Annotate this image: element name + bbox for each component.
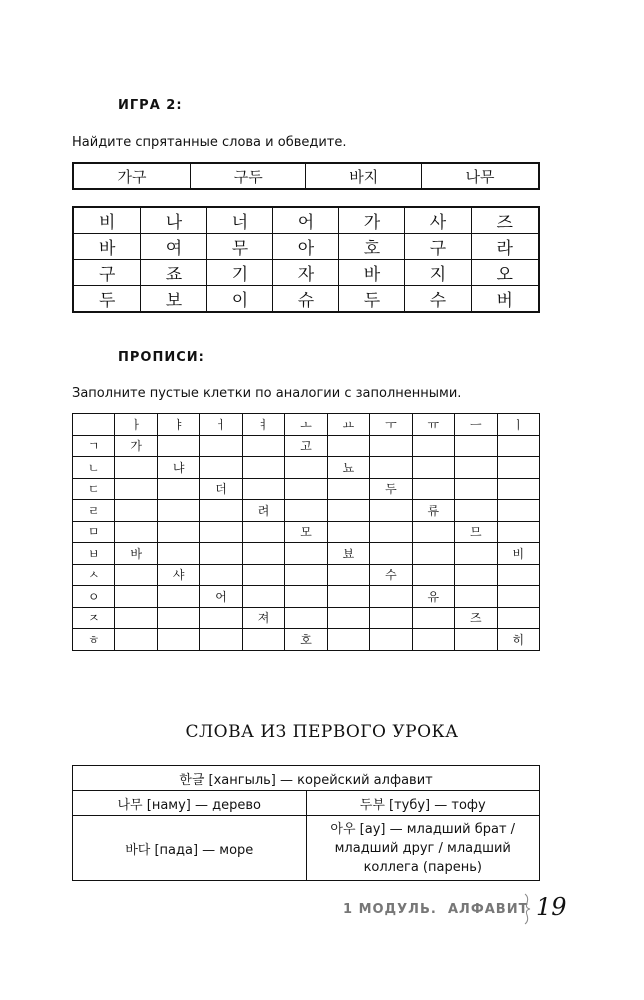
empty-cell[interactable] bbox=[455, 586, 497, 608]
empty-cell[interactable] bbox=[242, 521, 284, 543]
empty-cell[interactable] bbox=[327, 607, 369, 629]
empty-cell[interactable] bbox=[115, 500, 157, 522]
empty-cell[interactable] bbox=[157, 521, 199, 543]
empty-cell[interactable] bbox=[327, 629, 369, 651]
syllable-cell: 가 bbox=[115, 435, 157, 457]
empty-cell[interactable] bbox=[497, 435, 539, 457]
grid-cell: 즈 bbox=[471, 207, 539, 234]
grid-cell: 어 bbox=[273, 207, 339, 234]
vowel-header: ㅡ bbox=[455, 414, 497, 436]
word-search-grid bbox=[72, 206, 540, 313]
vowel-header: ㅛ bbox=[327, 414, 369, 436]
vocab-namu: 나무 [наму] — дерево bbox=[73, 791, 307, 816]
grid-cell: 기 bbox=[207, 260, 273, 286]
syllable-cell: 어 bbox=[200, 586, 242, 608]
empty-cell[interactable] bbox=[370, 586, 412, 608]
empty-cell[interactable] bbox=[200, 607, 242, 629]
empty-cell[interactable] bbox=[370, 521, 412, 543]
empty-cell[interactable] bbox=[157, 500, 199, 522]
syllable-cell: 유 bbox=[412, 586, 454, 608]
consonant-header: ㅎ bbox=[73, 629, 115, 651]
empty-cell[interactable] bbox=[285, 586, 327, 608]
empty-cell[interactable] bbox=[497, 586, 539, 608]
grid-cell: 구 bbox=[405, 234, 471, 260]
propisi-title: ПРОПИСИ: bbox=[118, 350, 205, 365]
syllable-cell: 수 bbox=[370, 564, 412, 586]
empty-cell[interactable] bbox=[370, 457, 412, 479]
empty-cell[interactable] bbox=[370, 629, 412, 651]
grid-cell: 바 bbox=[339, 260, 405, 286]
grid-cell: 바 bbox=[73, 234, 141, 260]
grid-cell: 아 bbox=[273, 234, 339, 260]
empty-cell[interactable] bbox=[497, 457, 539, 479]
empty-cell[interactable] bbox=[455, 500, 497, 522]
empty-cell[interactable] bbox=[455, 629, 497, 651]
grid-cell: 수 bbox=[405, 286, 471, 313]
empty-cell[interactable] bbox=[285, 478, 327, 500]
game-title: ИГРА 2: bbox=[118, 98, 183, 113]
syllable-cell: 즈 bbox=[455, 607, 497, 629]
empty-cell[interactable] bbox=[412, 629, 454, 651]
empty-cell[interactable] bbox=[242, 586, 284, 608]
vocab-pada: 바다 [пада] — море bbox=[73, 816, 307, 881]
grid-cell: 버 bbox=[471, 286, 539, 313]
empty-cell[interactable] bbox=[200, 457, 242, 479]
empty-cell[interactable] bbox=[285, 607, 327, 629]
hidden-word: 가구 bbox=[73, 163, 190, 189]
hidden-words-table bbox=[72, 162, 540, 190]
empty-cell[interactable] bbox=[200, 543, 242, 565]
syllable-cell: 므 bbox=[455, 521, 497, 543]
empty-cell[interactable] bbox=[115, 478, 157, 500]
empty-cell[interactable] bbox=[412, 478, 454, 500]
empty-cell[interactable] bbox=[412, 543, 454, 565]
syllable-cell: 뇨 bbox=[327, 457, 369, 479]
grid-cell: 나 bbox=[141, 207, 207, 234]
empty-cell[interactable] bbox=[157, 543, 199, 565]
vowel-header: ㅜ bbox=[370, 414, 412, 436]
empty-cell[interactable] bbox=[242, 543, 284, 565]
vocab-row-hangul: 한글 [хангыль] — корейский алфавит bbox=[73, 766, 540, 791]
empty-cell[interactable] bbox=[115, 564, 157, 586]
syllable-cell: 뵤 bbox=[327, 543, 369, 565]
empty-cell[interactable] bbox=[157, 629, 199, 651]
vowel-header: ㅓ bbox=[200, 414, 242, 436]
empty-cell[interactable] bbox=[412, 457, 454, 479]
grid-cell: 사 bbox=[405, 207, 471, 234]
empty-cell[interactable] bbox=[327, 435, 369, 457]
empty-cell[interactable] bbox=[115, 607, 157, 629]
footer-module: 1 МОДУЛЬ. bbox=[343, 902, 437, 917]
syllable-cell: 더 bbox=[200, 478, 242, 500]
hidden-word: 구두 bbox=[190, 163, 306, 189]
propisi-instruction: Заполните пустые клетки по аналогии с заполненными. bbox=[72, 386, 462, 401]
consonant-header: ㅁ bbox=[73, 521, 115, 543]
empty-cell[interactable] bbox=[370, 607, 412, 629]
vowel-header: ㅑ bbox=[157, 414, 199, 436]
empty-cell[interactable] bbox=[285, 457, 327, 479]
empty-cell[interactable] bbox=[242, 435, 284, 457]
empty-cell[interactable] bbox=[370, 500, 412, 522]
empty-cell[interactable] bbox=[327, 586, 369, 608]
empty-cell[interactable] bbox=[200, 500, 242, 522]
syllable-cell: 비 bbox=[497, 543, 539, 565]
empty-cell[interactable] bbox=[455, 543, 497, 565]
empty-cell[interactable] bbox=[327, 500, 369, 522]
syllable-cell: 샤 bbox=[157, 564, 199, 586]
empty-cell[interactable] bbox=[412, 435, 454, 457]
syllable-cell: 고 bbox=[285, 435, 327, 457]
empty-cell[interactable] bbox=[200, 521, 242, 543]
grid-cell: 호 bbox=[339, 234, 405, 260]
empty-cell[interactable] bbox=[455, 478, 497, 500]
grid-cell: 비 bbox=[73, 207, 141, 234]
empty-cell[interactable] bbox=[497, 500, 539, 522]
empty-cell[interactable] bbox=[455, 457, 497, 479]
empty-cell[interactable] bbox=[455, 564, 497, 586]
grid-cell: 구 bbox=[73, 260, 141, 286]
grid-cell: 두 bbox=[73, 286, 141, 313]
empty-cell[interactable] bbox=[497, 521, 539, 543]
vowel-header: ㅠ bbox=[412, 414, 454, 436]
syllable-cell: 류 bbox=[412, 500, 454, 522]
grid-cell: 슈 bbox=[273, 286, 339, 313]
game-instruction: Найдите спрятанные слова и обведите. bbox=[72, 135, 347, 150]
empty-cell[interactable] bbox=[157, 478, 199, 500]
empty-cell[interactable] bbox=[115, 521, 157, 543]
empty-cell[interactable] bbox=[200, 564, 242, 586]
corner-cell bbox=[73, 414, 115, 436]
vowel-header: ㅕ bbox=[242, 414, 284, 436]
empty-cell[interactable] bbox=[200, 435, 242, 457]
empty-cell[interactable] bbox=[115, 457, 157, 479]
propisi-table bbox=[72, 413, 540, 651]
grid-cell: 자 bbox=[273, 260, 339, 286]
empty-cell[interactable] bbox=[285, 564, 327, 586]
empty-cell[interactable] bbox=[157, 607, 199, 629]
grid-cell: 가 bbox=[339, 207, 405, 234]
consonant-header: ㄷ bbox=[73, 478, 115, 500]
grid-cell: 오 bbox=[471, 260, 539, 286]
syllable-cell: 두 bbox=[370, 478, 412, 500]
empty-cell[interactable] bbox=[157, 586, 199, 608]
consonant-header: ㅂ bbox=[73, 543, 115, 565]
page-number: 19 bbox=[536, 893, 567, 921]
empty-cell[interactable] bbox=[370, 435, 412, 457]
empty-cell[interactable] bbox=[412, 607, 454, 629]
empty-cell[interactable] bbox=[327, 478, 369, 500]
empty-cell[interactable] bbox=[412, 521, 454, 543]
empty-cell[interactable] bbox=[285, 543, 327, 565]
vocab-tubu: 두부 [тубу] — тофу bbox=[306, 791, 540, 816]
hidden-word: 나무 bbox=[422, 163, 539, 189]
syllable-cell: 모 bbox=[285, 521, 327, 543]
vocab-au: 아우 [ау] — младший брат / младший друг / младший коллега (парень) bbox=[306, 816, 540, 881]
empty-cell[interactable] bbox=[115, 586, 157, 608]
consonant-header: ㅅ bbox=[73, 564, 115, 586]
vocab-title: СЛОВА ИЗ ПЕРВОГО УРОКА bbox=[185, 722, 459, 742]
empty-cell[interactable] bbox=[455, 435, 497, 457]
grid-cell: 너 bbox=[207, 207, 273, 234]
empty-cell[interactable] bbox=[327, 521, 369, 543]
brace-divider bbox=[522, 893, 532, 925]
syllable-cell: 호 bbox=[285, 629, 327, 651]
vowel-header: ㅗ bbox=[285, 414, 327, 436]
consonant-header: ㅈ bbox=[73, 607, 115, 629]
syllable-cell: 히 bbox=[497, 629, 539, 651]
grid-cell: 이 bbox=[207, 286, 273, 313]
empty-cell[interactable] bbox=[497, 564, 539, 586]
syllable-cell: 바 bbox=[115, 543, 157, 565]
empty-cell[interactable] bbox=[285, 500, 327, 522]
empty-cell[interactable] bbox=[327, 564, 369, 586]
grid-cell: 두 bbox=[339, 286, 405, 313]
consonant-header: ㄹ bbox=[73, 500, 115, 522]
empty-cell[interactable] bbox=[157, 435, 199, 457]
consonant-header: ㅇ bbox=[73, 586, 115, 608]
grid-cell: 무 bbox=[207, 234, 273, 260]
empty-cell[interactable] bbox=[242, 629, 284, 651]
empty-cell[interactable] bbox=[242, 457, 284, 479]
grid-cell: 보 bbox=[141, 286, 207, 313]
vowel-header: ㅏ bbox=[115, 414, 157, 436]
grid-cell: 라 bbox=[471, 234, 539, 260]
empty-cell[interactable] bbox=[370, 543, 412, 565]
empty-cell[interactable] bbox=[115, 629, 157, 651]
grid-cell: 지 bbox=[405, 260, 471, 286]
syllable-cell: 져 bbox=[242, 607, 284, 629]
hidden-word: 바지 bbox=[306, 163, 422, 189]
empty-cell[interactable] bbox=[497, 478, 539, 500]
grid-cell: 죠 bbox=[141, 260, 207, 286]
empty-cell[interactable] bbox=[412, 564, 454, 586]
empty-cell[interactable] bbox=[497, 607, 539, 629]
empty-cell[interactable] bbox=[200, 629, 242, 651]
vocab-table bbox=[72, 765, 540, 881]
grid-cell: 여 bbox=[141, 234, 207, 260]
syllable-cell: 냐 bbox=[157, 457, 199, 479]
vowel-header: ㅣ bbox=[497, 414, 539, 436]
empty-cell[interactable] bbox=[242, 564, 284, 586]
syllable-cell: 려 bbox=[242, 500, 284, 522]
consonant-header: ㄴ bbox=[73, 457, 115, 479]
empty-cell[interactable] bbox=[242, 478, 284, 500]
footer-section: АЛФАВИТ bbox=[448, 902, 529, 917]
consonant-header: ㄱ bbox=[73, 435, 115, 457]
